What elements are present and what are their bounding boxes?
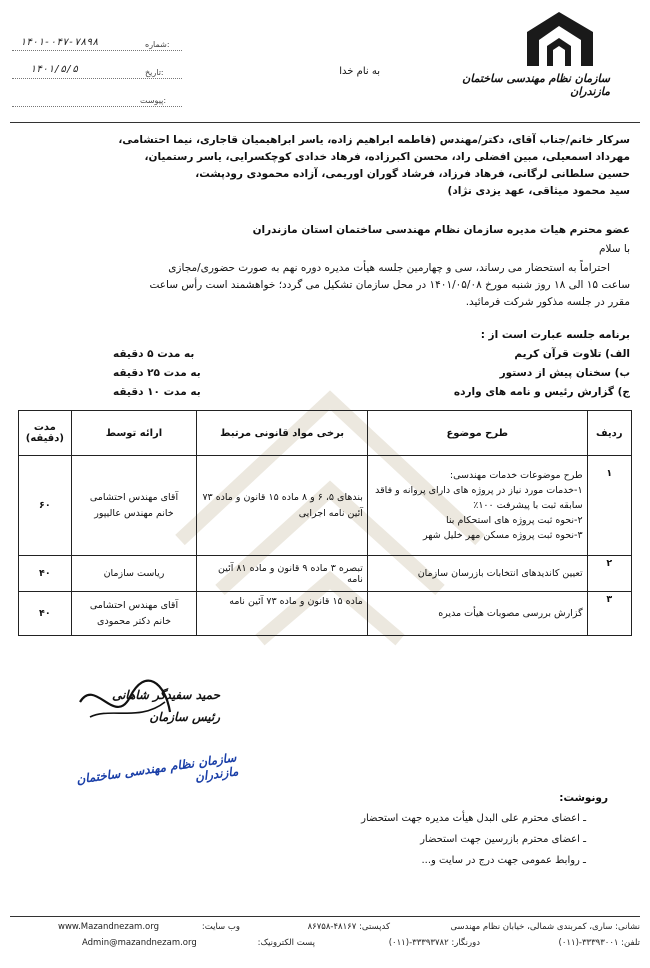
footer-website-link[interactable]: www.Mazandnezam.org — [58, 922, 159, 932]
presenter-name: آقای مهندس احتشامی — [89, 599, 179, 611]
recipients-line: مهرداد اسمعیلی، مبین افضلی راد، محسن اکبرزاده، فرهاد خدادی کوچکسرایی، یاسر رستمیان، — [144, 151, 630, 163]
program-item — [18, 365, 630, 384]
building-logo-icon — [525, 10, 595, 68]
recipients-line: سرکار خانم/جناب آقای، دکتر/مهندس (فاطمه ابراهیم زاده، یاسر ابراهیمیان قاجاری، نیما احتشامی، — [118, 134, 630, 146]
table-row — [19, 592, 632, 636]
cc-item: ـ روابط عمومی جهت درج در سایت و... — [421, 855, 586, 866]
topic-cell — [367, 592, 587, 636]
topic-line: ۱-خدمات مورد نیاز در پروژه های دارای پروانه و فاقد سابقه ثبت با پیشرفت ۱۰۰٪ — [375, 485, 583, 511]
invocation: به نام خدا — [339, 66, 380, 77]
date-label: تاریخ: — [145, 68, 164, 77]
number-label: شماره: — [145, 40, 170, 49]
greeting: با سلام — [598, 243, 630, 255]
row-number: ۱ — [587, 456, 631, 556]
row-number: ۳ — [587, 592, 631, 636]
org-stamp: سازمان نظام مهندسی ساختمان مازندران — [75, 750, 240, 787]
program-item — [18, 384, 630, 403]
footer-email-label: پست الکترونیک: — [257, 938, 315, 948]
body-line: ساعت ۱۵ الی ۱۸ روز شنبه مورخ ۱۴۰۱/۰۵/۰۸ در محل سازمان تشکیل می گردد؛ خواهشمند است رأس ساعت — [149, 279, 630, 291]
presenter-cell — [71, 556, 197, 592]
letter-body — [18, 260, 630, 311]
topic-line: گزارش بررسی مصوبات هیأت مدیره — [438, 608, 583, 619]
col-laws: برخی مواد قانونی مرتبط — [197, 411, 368, 456]
footer-phone: تلفن: ۳۳۳۹۳۰۰۱-(۰۱۱) — [558, 938, 640, 948]
signature-scribble-icon — [70, 672, 180, 732]
footer-website-label: وب سایت: — [201, 922, 240, 932]
cc-list — [18, 808, 586, 871]
org-name: سازمان نظام مهندسی ساختمان مازندران — [462, 72, 610, 98]
laws-cell: بندهای ۵، ۶ و ۸ ماده ۱۵ قانون و ماده ۷۳ آئین نامه اجرایی — [197, 456, 368, 556]
footer-fax: دورنگار: ۳۳۳۹۳۷۸۲-(۰۱۱) — [388, 938, 480, 948]
col-duration: مدت (دقیقه) — [19, 411, 72, 456]
program-list — [18, 346, 630, 403]
table-header-row — [19, 411, 632, 456]
program-item-duration: به مدت ۵ دقیقه — [113, 348, 195, 360]
col-row: ردیف — [587, 411, 631, 456]
laws-cell: ماده ۱۵ قانون و ماده ۷۳ آئین نامه — [197, 592, 368, 636]
topic-line: ۳-نحوه ثبت پروژه مسکن مهر خلیل شهر — [422, 530, 583, 541]
signatory-title: رئیس سازمان — [149, 710, 220, 724]
topic-cell — [367, 456, 587, 556]
program-item-label: ب) سخنان پیش از دستور — [499, 367, 630, 379]
cc-item: ـ اعضای محترم بازرسین جهت استحضار — [420, 834, 586, 845]
org-logo — [520, 10, 630, 70]
body-line: احتراماً به استحضار می رساند، سی و چهارمین جلسه هیأت مدیره دوره نهم به صورت حضوری/مجازی — [168, 262, 610, 274]
recipients-title: عضو محترم هیات مدیره سازمان نظام مهندسی ساختمان استان مازندران — [252, 224, 630, 236]
footer — [10, 922, 640, 962]
program-item-duration: به مدت ۱۰ دقیقه — [113, 386, 201, 398]
footer-email-link[interactable]: Admin@mazandnezam.org — [82, 938, 197, 948]
cc-title: رونوشت: — [559, 792, 608, 804]
col-topic: طرح موضوع — [367, 411, 587, 456]
recipients-line: سید محمود میثاقی، عهد یزدی نژاد) — [447, 185, 630, 197]
program-item-label: ج) گزارش رئیس و نامه های وارده — [453, 386, 630, 398]
duration-cell: ۶۰ — [19, 456, 72, 556]
presenter-name: خانم دکتر محمودی — [97, 615, 171, 627]
recipients-block — [18, 132, 630, 200]
topic-line: طرح موضوعات خدمات مهندسی: — [449, 470, 583, 481]
recipients-line: حسین سلطانی لرگانی، فرهاد فرزاد، فرشاد گوران اوریمی، آزاده محمودی رودپشت، — [195, 168, 630, 180]
duration-cell: ۴۰ — [19, 592, 72, 636]
signatory-name: حمید سفیدگر شاهانی — [111, 688, 220, 702]
table-row — [19, 456, 632, 556]
body-line: مقرر در جلسه مذکور شرکت فرمائید. — [465, 296, 630, 308]
attachment-label: پیوست: — [140, 96, 167, 105]
topic-line: ۲-نحوه ثبت پروژه های استحکام بنا — [446, 515, 583, 526]
col-presenter: ارائه توسط — [71, 411, 197, 456]
row-number: ۲ — [587, 556, 631, 592]
footer-address: نشانی: ساری، کمربندی شمالی، خیابان نظام مهندسی — [450, 922, 640, 932]
topic-cell — [367, 556, 587, 592]
table-row — [19, 556, 632, 592]
footer-postal: کدپستی: ۴۸۱۶۷-۸۶۷۵۸ — [307, 922, 390, 932]
presenter-cell — [71, 456, 197, 556]
presenter-name: آقای مهندس احتشامی — [89, 491, 179, 503]
program-item-label: الف) تلاوت قرآن کریم — [514, 348, 630, 360]
program-item — [18, 346, 630, 365]
duration-cell: ۴۰ — [19, 556, 72, 592]
presenter-name: خانم مهندس عالیپور — [94, 507, 174, 519]
presenter-cell — [71, 592, 197, 636]
cc-item: ـ اعضای محترم علی البدل هیأت مدیره جهت استحضار — [361, 813, 586, 824]
letter-date: ۱۴۰۱/۵/۵ — [30, 64, 79, 75]
program-item-duration: به مدت ۲۵ دقیقه — [113, 367, 201, 379]
letter-number: ۱۴۰۱-۰۴۷-۷۸۹۸ — [20, 37, 99, 48]
topic-line: تعیین کاندیدهای انتخابات بازرسان سازمان — [417, 568, 583, 579]
presenter-name: ریاست سازمان — [103, 568, 165, 579]
header-divider — [10, 122, 640, 123]
footer-divider — [10, 916, 640, 917]
laws-cell: تبصره ۳ ماده ۹ قانون و ماده ۸۱ آئین نامه — [197, 556, 368, 592]
program-title: برنامه جلسه عبارت است از : — [480, 329, 630, 341]
agenda-table — [18, 410, 632, 636]
